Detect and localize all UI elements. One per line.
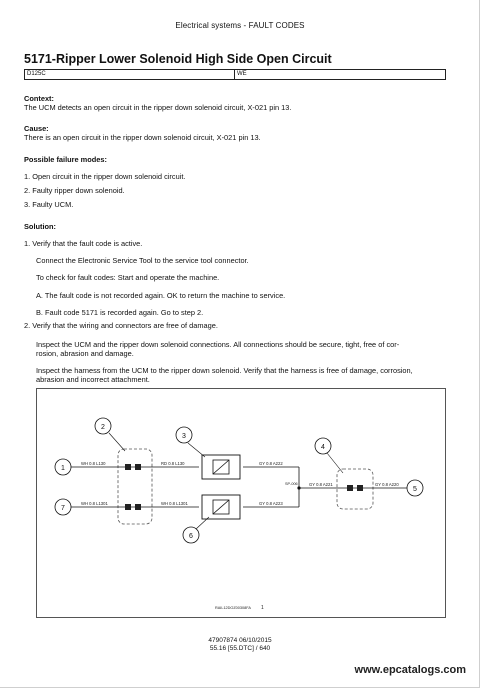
connector-pin xyxy=(357,485,363,491)
diagram-ref-id: RAIL12DOZ00308FA xyxy=(215,606,251,610)
callout-number: 7 xyxy=(61,505,65,512)
callout-leader xyxy=(188,443,205,457)
failure-mode-item: 3. Faulty UCM. xyxy=(24,200,74,209)
solution-step-2: 2. Verify that the wiring and connectors are free of damage. xyxy=(24,321,218,330)
solution-option-a: A. The fault code is not recorded again. OK to return the machine to service. xyxy=(36,291,286,300)
connector-pin xyxy=(125,464,131,470)
wire-label: GY 0.8 A221 xyxy=(309,482,333,487)
wire-label: WH 0.8 L130 xyxy=(81,461,106,466)
running-header: Electrical systems - FAULT CODES xyxy=(175,21,305,30)
callout-number: 6 xyxy=(189,533,193,540)
wire-label: RD 0.8 L130 xyxy=(161,461,185,466)
callout-number: 1 xyxy=(61,465,65,472)
page-title: 5171-Ripper Lower Solenoid High Side Open Circuit xyxy=(24,52,332,66)
wire-label: GY 0.8 A220 xyxy=(375,482,399,487)
callout-number: 4 xyxy=(321,444,325,451)
wire-label: WH 0.8 L1301 xyxy=(81,501,108,506)
failure-modes-heading: Possible failure modes: xyxy=(24,155,107,164)
wiring-diagram xyxy=(36,388,446,618)
wire-label: WH 0.8 L1301 xyxy=(161,501,188,506)
fault-code-tag: WE xyxy=(234,70,247,79)
splice-dot xyxy=(297,486,300,489)
cause-text: There is an open circuit in the ripper down solenoid circuit, X-021 pin 13. xyxy=(24,133,261,142)
splice-label: SP-006 xyxy=(285,482,298,486)
failure-mode-item: 1. Open circuit in the ripper down solenoid circuit. xyxy=(24,172,186,181)
context-heading: Context: xyxy=(24,94,54,103)
solution-option-b: B. Fault code 5171 is recorded again. Go to step 2. xyxy=(36,308,204,317)
cause-heading: Cause: xyxy=(24,124,49,133)
watermark-link[interactable]: www.epcatalogs.com xyxy=(354,664,466,676)
callout-leader xyxy=(327,453,343,473)
failure-mode-item: 2. Faulty ripper down solenoid. xyxy=(24,186,125,195)
connector-pin xyxy=(135,464,141,470)
callout-number: 3 xyxy=(182,433,186,440)
inspect-connections-line2: rosion, abrasion and damage. xyxy=(36,349,134,358)
fault-code-id: D125C xyxy=(27,71,46,77)
connector-region-outline xyxy=(118,449,152,524)
callout-number: 5 xyxy=(413,486,417,493)
wire-label: GY 0.8 A222 xyxy=(259,461,283,466)
solution-connect-text: Connect the Electronic Service Tool to the service tool connector. xyxy=(36,256,249,265)
inspect-harness-line2: abrasion and incorrect attachment. xyxy=(36,375,150,384)
footer-page-number: 55.16 [55.DTC] / 640 xyxy=(209,645,271,652)
connector-region-outline xyxy=(337,469,373,509)
footer-doc-id: 47907874 06/10/2015 xyxy=(208,637,272,644)
inspect-connections-line1: Inspect the UCM and the ripper down solenoid connections. All connections should be secure, tight, free of cor- xyxy=(36,340,400,349)
context-text: The UCM detects an open circuit in the ripper down solenoid circuit, X-021 pin 13. xyxy=(24,103,292,112)
connector-pin xyxy=(135,504,141,510)
code-bar xyxy=(24,69,446,80)
solution-step-1: 1. Verify that the fault code is active. xyxy=(24,239,143,248)
connector-pin xyxy=(347,485,353,491)
wire-label: GY 0.8 A223 xyxy=(259,501,283,506)
connector-pin xyxy=(125,504,131,510)
callout-number: 2 xyxy=(101,424,105,431)
solution-check-text: To check for fault codes: Start and operate the machine. xyxy=(36,273,220,282)
callout-leader xyxy=(109,433,125,451)
solution-heading: Solution: xyxy=(24,222,57,231)
inspect-harness-line1: Inspect the harness from the UCM to the ripper down solenoid. Verify that the harness is free of damage, corrosion, xyxy=(36,366,413,375)
diagram-ref-num: 1 xyxy=(261,605,264,611)
